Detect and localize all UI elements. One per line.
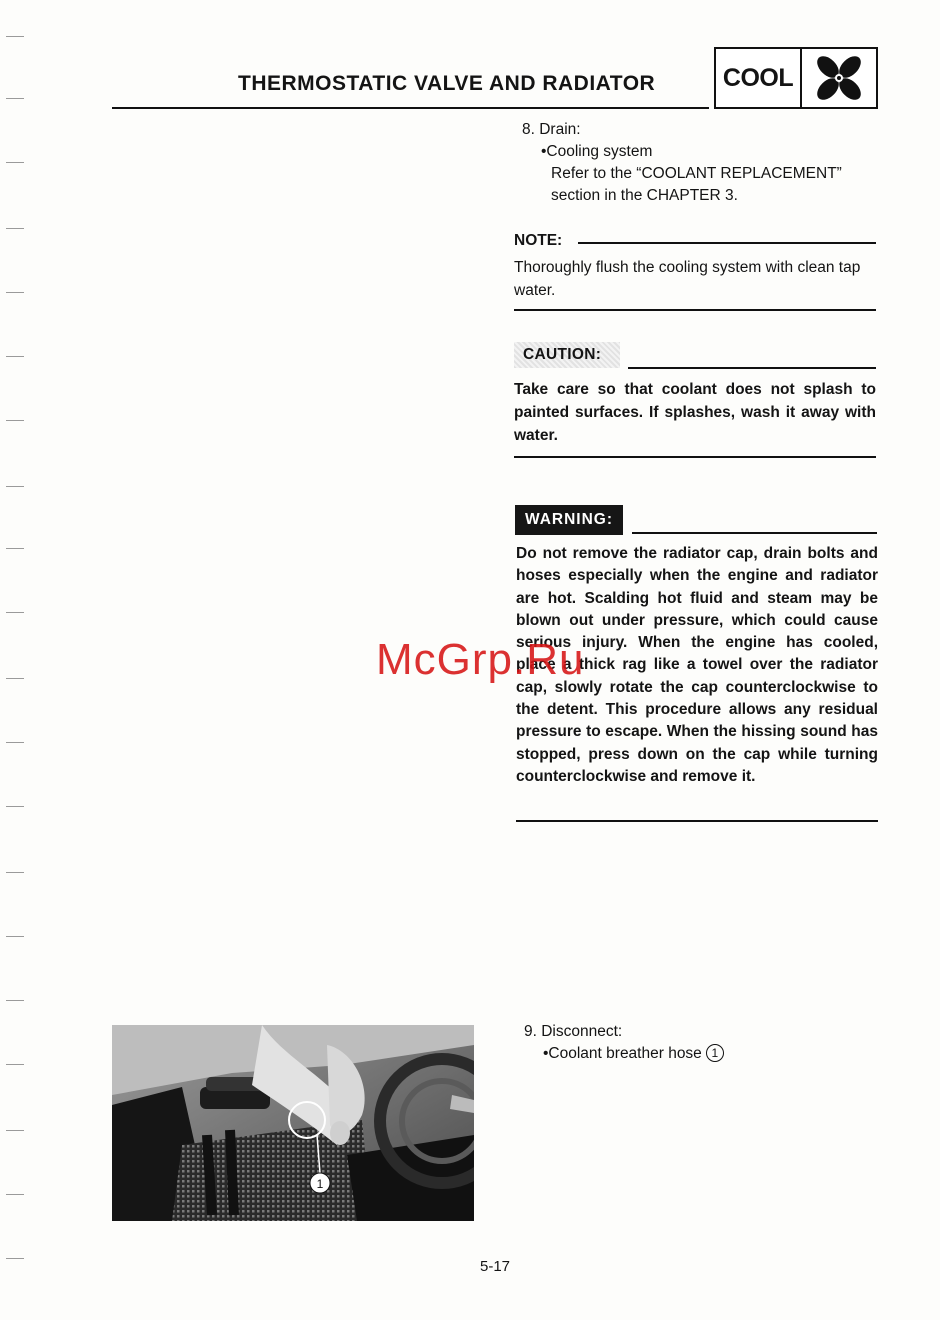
note-rule-top xyxy=(578,242,876,244)
step-8-reference-line-1: Refer to the “COOLANT REPLACEMENT” xyxy=(551,165,842,182)
page-number: 5-17 xyxy=(480,1258,511,1275)
note-label: NOTE: xyxy=(514,232,563,249)
warning-rule-bottom xyxy=(516,820,878,822)
caution-rule-top xyxy=(628,367,876,369)
radiator-photo xyxy=(112,1025,474,1221)
caution-body: Take care so that coolant does not splash to painted surfaces. If splashes, wash it away with water. xyxy=(514,381,876,444)
watermark: McGrp.Ru xyxy=(376,635,585,684)
binding-edge-marks xyxy=(0,0,30,1320)
warning-body: Do not remove the radiator cap, drain bolts and hoses especially when the engine and radiator are hot. Scalding hot fluid and steam may be blown out under pressure, which could cause serious injury. When the engine has cooled, place a thick rag like a towel over the radiator cap, slowly rotate the cap counterclockwise to the detent. This procedure allows any residual pressure to escape. When the hissing sound has stopped, press down on the cap while turning counterclockwise and remove it. xyxy=(516,545,878,785)
caution-label: CAUTION: xyxy=(514,342,620,368)
photo-callout-1: 1 xyxy=(316,1177,324,1191)
step-9-heading: 9. Disconnect: xyxy=(524,1023,623,1040)
step-9-bullet-text: •Coolant breather hose xyxy=(543,1045,702,1062)
section-badge-text: COOL xyxy=(716,49,802,107)
warning-label: WARNING: xyxy=(515,505,623,535)
fan-icon xyxy=(802,49,876,107)
step-9-callout: 1 xyxy=(706,1044,724,1062)
page-title: THERMOSTATIC VALVE AND RADIATOR xyxy=(238,72,656,95)
warning-rule-top xyxy=(632,532,877,534)
step-9-bullet xyxy=(524,1043,724,1065)
header-rule xyxy=(112,107,709,109)
step-8 xyxy=(522,119,842,207)
note-rule-bottom xyxy=(514,309,876,311)
step-8-reference-line-2: section in the CHAPTER 3. xyxy=(551,187,738,204)
caution-rule-bottom xyxy=(514,456,876,458)
section-badge xyxy=(714,47,878,109)
note-body: Thoroughly flush the cooling system with clean tap water. xyxy=(514,259,861,299)
step-9 xyxy=(524,1021,724,1065)
step-8-heading: 8. Drain: xyxy=(522,121,581,138)
step-8-bullet: •Cooling system xyxy=(541,143,653,160)
